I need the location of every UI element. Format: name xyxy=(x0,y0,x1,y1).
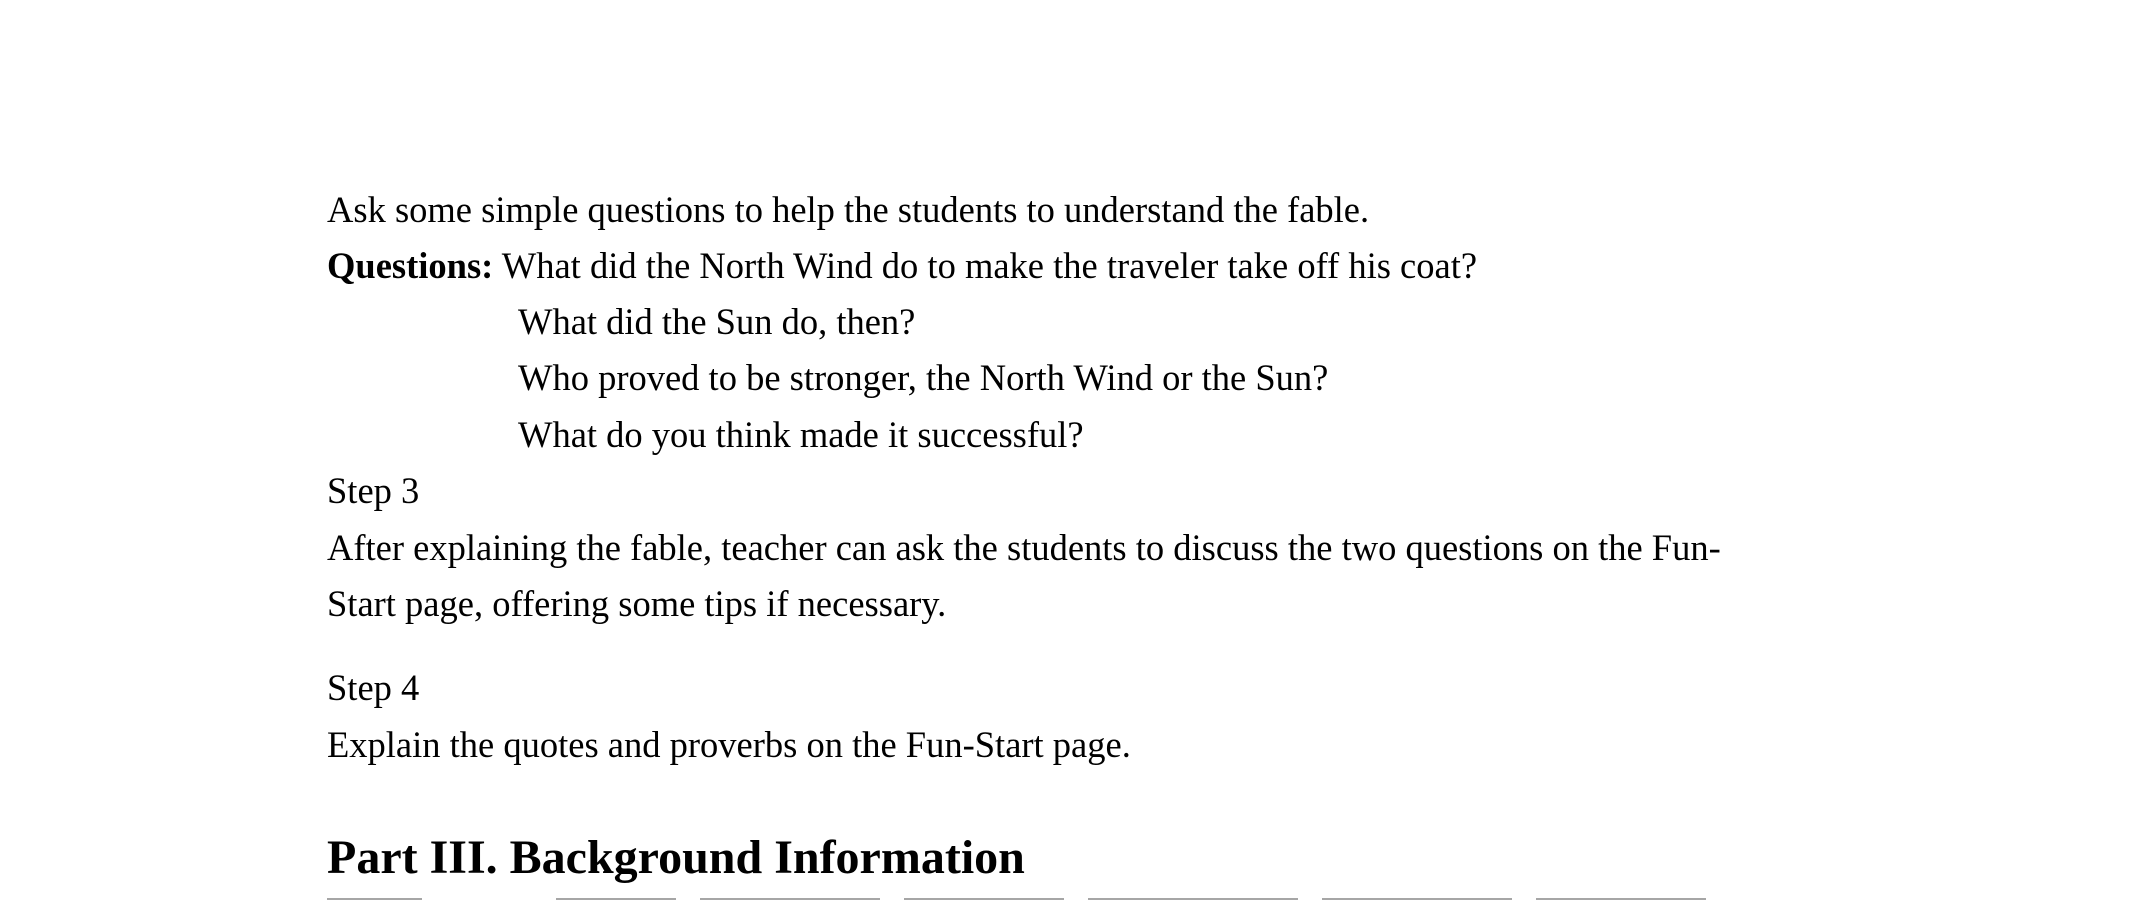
clipped-text-line xyxy=(327,889,1827,900)
question-item: Who proved to be stronger, the North Wind or the Sun? xyxy=(518,357,1329,398)
intro-line: Ask some simple questions to help the students to understand the fable. xyxy=(327,189,1370,230)
question-item: What did the Sun do, then? xyxy=(518,301,916,342)
questions-line xyxy=(327,244,1477,288)
questions-label: Questions: xyxy=(327,245,494,286)
question-item: What did the North Wind do to make the traveler take off his coat? xyxy=(501,245,1478,286)
step4-text-line: Explain the quotes and proverbs on the Fun-Start page. xyxy=(327,724,1131,765)
step4-label: Step 4 xyxy=(327,667,420,708)
part3-heading: Part III. Background Information xyxy=(327,831,1025,884)
step3-text-line: After explaining the fable, teacher can ask the students to discuss the two questions on the Fun- xyxy=(327,527,1721,568)
step3-text-line: Start page, offering some tips if necessary. xyxy=(327,583,947,624)
step3-label: Step 3 xyxy=(327,470,420,511)
question-item: What do you think made it successful? xyxy=(518,414,1084,455)
